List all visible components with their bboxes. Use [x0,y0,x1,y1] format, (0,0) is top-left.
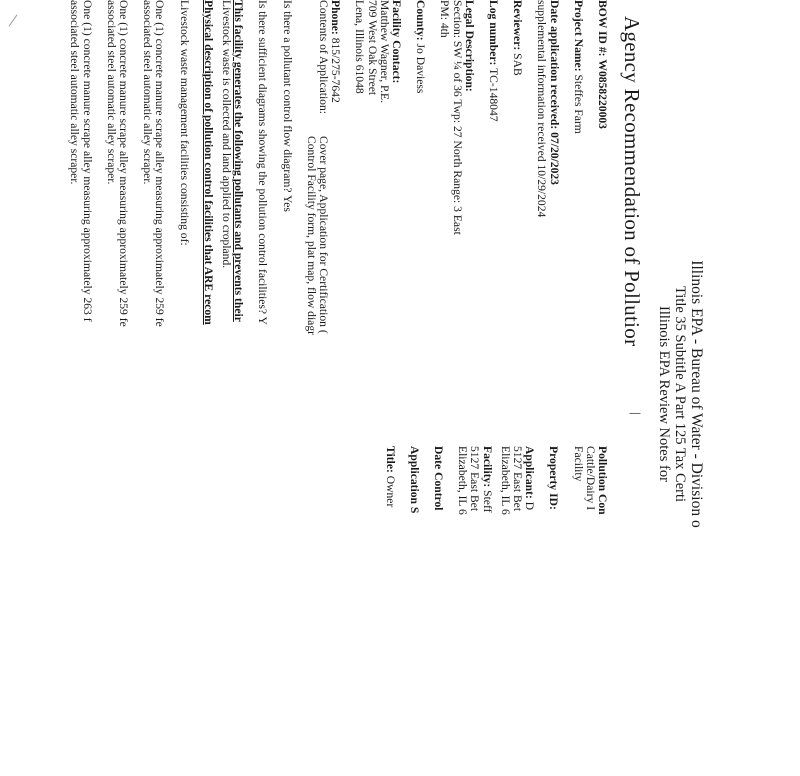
header-line-2: Title 35 Subtitle A Part 125 Tax Certi [672,285,688,503]
supplemental-info: supplemental information received 10/29/2024 [535,0,549,218]
date-application-value: 07/20/2023 [547,132,561,185]
contents-row [317,0,329,540]
legal-description-label: Legal Description: [462,0,476,92]
diagrams-question [256,0,268,540]
phone-row [329,0,341,540]
date-control-label: Date Control [431,446,445,511]
facility-contact-street: 709 West Oak Street [365,0,379,96]
log-number-label: Log number: [486,0,500,66]
item-3-line-1: One (1) concrete manure scrape alley measuring approximately 263 f [80,0,94,322]
pollution-control-line-2: Facility [571,446,585,482]
legal-description-line-2: PM: 4th [438,0,452,38]
item-1-line-1: One (1) concrete manure scrape alley measuring approximately 259 fe [153,0,167,327]
right-column [383,446,608,706]
header-line-3: Illinois EPA Review Notes for [656,306,672,482]
applicant-line-2: Elizabeth, IL 6 [498,446,512,515]
physical-description-heading: Physical description of pollution control facilities that ARE recom [201,0,215,325]
flow-diagram-answer: Yes [280,195,294,212]
facility-line-1: 5127 East Bet [468,446,482,512]
facility-value: Steff [480,490,494,513]
flow-diagram-question-text: Is there a pollutant control flow diagram? [280,0,294,193]
project-name-value: Steffes Farm [571,74,585,134]
applicant-line-1: 5127 East Bet [510,446,524,512]
property-id-label: Property ID: [547,446,561,510]
facility-contact-name: Matthew Wagner, P.E. [377,0,391,104]
contents-line-1: Cover page, Application for Certification ( [316,136,330,334]
flow-diagram-question [280,0,292,540]
facility-statement-heading: This facility generates the following pollutants and prevents their [232,0,246,322]
bow-id-value: W0858220003 [596,59,609,129]
item-3-line-2: associated steel automatic alley scraper. [68,0,82,185]
applicant-value: D [523,501,537,511]
log-number-value: TC-148047 [486,68,500,122]
document-header [656,14,704,774]
diagrams-answer: Y [256,316,270,325]
contents-label: Contents of Application: [316,0,330,114]
rotated-document-page [4,0,704,618]
facility-line-2: Elizabeth, IL 6 [456,446,470,515]
project-name-label: Project Name: [571,0,585,72]
livestock-management-text: Livestock waste management facilities consisting of: [177,0,191,246]
date-application-label: Date application received: [547,0,561,130]
facility-label: Facility: [480,446,494,488]
county-value: Jo Daviess [414,43,428,94]
center-mark: | [629,412,644,415]
applicant-row [523,446,535,706]
diagrams-question-text: Is there sufficient diagrams showing the pollution control facilities? [256,0,270,315]
document-title: Agency Recommendation of Pollutior [620,16,644,347]
applicant-label: Applicant: [523,446,537,499]
legal-description-line-1: Section: SW ¼ of 36 Twp: 27 North Range: 3 East [450,0,464,235]
item-2-line-1: One (1) concrete manure scrape alley measuring approximately 259 fe [116,0,130,327]
phone-label: Phone: [329,0,343,35]
facility-contact-label: Facility Contact: [389,0,403,84]
item-2-line-2: associated steel automatic alley scraper. [104,0,118,185]
reviewer-label: Reviewer: [511,0,525,51]
title-value: Owner [383,475,397,508]
title-label: Title: [383,446,397,473]
county-label: County: [414,0,428,41]
facility-statement-text: Livestock waste is collected and land applied to cropland. [219,0,233,269]
bow-id-label: BOW ID #: [596,0,609,57]
facility-contact-city: Lena, Illinois 61048 [353,0,367,94]
header-line-1: Illinois EPA - Bureau of Water - Division o [688,260,705,528]
pollution-control-line-1: Cattle/Dairy I [583,446,597,511]
item-1-line-2: associated steel automatic alley scraper. [141,0,155,185]
pollution-control-label: Pollution Con [596,446,609,515]
contents-line-2: Control Facility form, plat map, flow diagr [304,136,318,335]
phone-value: 815/275-7642 [329,37,343,103]
reviewer-value: SAB [511,53,525,76]
application-s-label: Application S [407,446,421,514]
title-row [383,446,395,706]
facility-row [480,446,492,706]
